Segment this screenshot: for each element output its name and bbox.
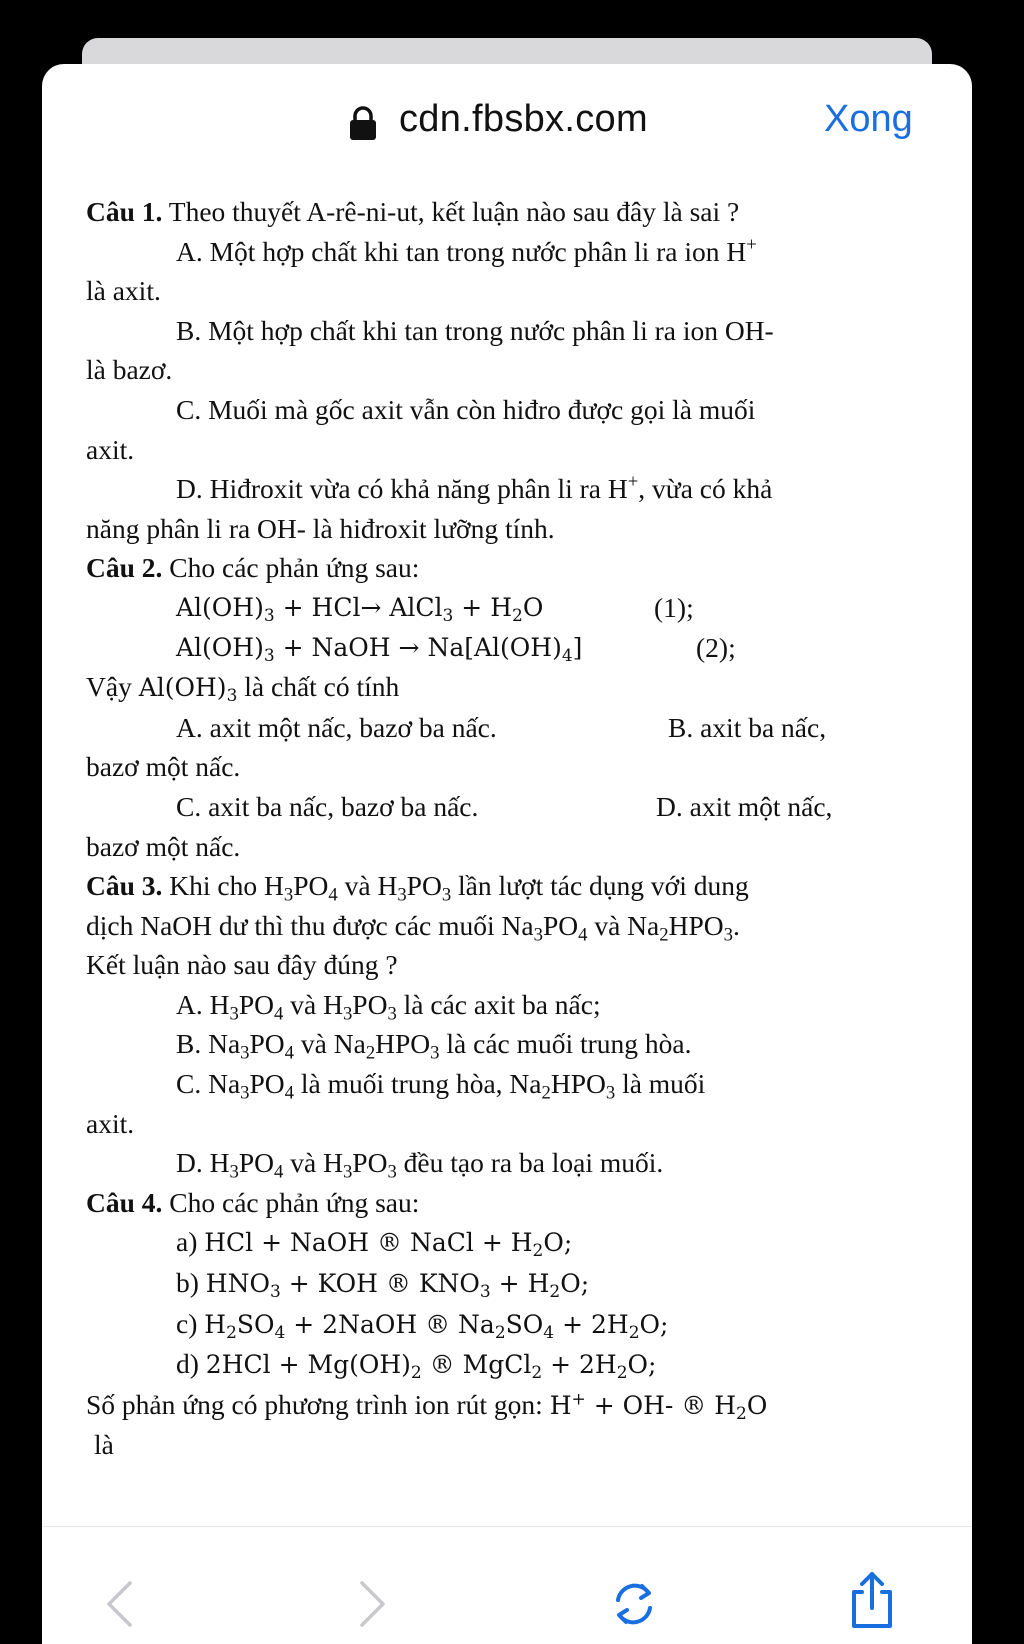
status-bar bbox=[0, 0, 1024, 38]
q1-option-c-cont: axit. bbox=[86, 433, 135, 465]
bottom-toolbar bbox=[42, 1504, 972, 1624]
q3-line2: dịch NaOH dư thì thu được các muối $Na_3PO_4$ và $Na_2HPO_3$. bbox=[86, 909, 740, 946]
lock-icon bbox=[349, 106, 377, 140]
q3-option-b: B. $Na_3PO_4$ và $Na_2HPO_3$ là các muối trung hòa. bbox=[176, 1028, 692, 1065]
q2-option-b-cont: bazơ một nấc. bbox=[86, 751, 241, 783]
chevron-left-icon[interactable] bbox=[104, 1580, 134, 1628]
q2-equation-1: $Al(OH)_3 + HCl\to$ AlCl$_3$ + $H_2O$ (1); bbox=[176, 591, 694, 627]
q2-title: Câu 2. Cho các phản ứng sau: bbox=[86, 552, 420, 584]
done-button[interactable]: Xong bbox=[824, 98, 913, 140]
q1-option-d: D. Hiđroxit vừa có khả năng phân li ra H+, vừa có khả bbox=[176, 471, 773, 505]
q4-reaction-d: d) $2HCl + Mg(OH)_2$ ® MgCl$_2$ + $2H_2O$; bbox=[176, 1348, 657, 1384]
q4-reaction-b: b) $HNO_3$ + KOH ® $KNO_3 + H_2O$; bbox=[176, 1267, 590, 1303]
q1-option-b: B. Một hợp chất khi tan trong nước phân li ra ion OH- bbox=[176, 314, 774, 346]
q2-options-cd: C. axit ba nấc, bazơ ba nấc. D. axit một nấc, bbox=[176, 790, 833, 822]
q4-reaction-c: c) $H_2SO_4$ + 2NaOH ® $Na_2SO_4 + 2H_2O$; bbox=[176, 1307, 669, 1343]
q3-option-c-cont: axit. bbox=[86, 1107, 135, 1139]
q3-option-d: D. $H_3PO_4$ và $H_3PO_3$ đều tạo ra ba loại muối. bbox=[176, 1147, 664, 1183]
chevron-right-icon[interactable] bbox=[358, 1580, 388, 1628]
q4-title: Câu 4. Cho các phản ứng sau: bbox=[86, 1186, 420, 1218]
q1-option-a-cont: là axit. bbox=[86, 275, 161, 307]
q1-option-c: C. Muối mà gốc axit vẫn còn hiđro được gọi là muối bbox=[176, 393, 756, 425]
q4-reaction-a: a) HCl + NaOH ® NaCl + $H_2O$; bbox=[176, 1226, 573, 1262]
q3-title: Câu 3. Khi cho $H_3PO_4$ và $H_3PO_3$ lần lượt tác dụng với dung bbox=[86, 870, 749, 906]
q3-option-a: A. $H_3PO_4$ và $H_3PO_3$ là các axit ba nấc; bbox=[176, 988, 601, 1025]
address-bar[interactable] bbox=[42, 64, 972, 176]
q2-option-d-cont: bazơ một nấc. bbox=[86, 830, 241, 862]
q1-title: Câu 1. Theo thuyết A-rê-ni-ut, kết luận nào sau đây là sai ? bbox=[86, 196, 740, 227]
browser-sheet bbox=[42, 64, 972, 1644]
q1-option-b-cont: là bazơ. bbox=[86, 354, 173, 386]
q2-options-ab: A. axit một nấc, bazơ ba nấc. B. axit ba nấc, bbox=[176, 711, 827, 743]
q2-equation-2: $Al(OH)_3$ + NaOH → $Na[Al(OH)_4]$ (2); bbox=[176, 631, 736, 666]
q1-option-a: A. Một hợp chất khi tan trong nước phân li ra ion H+ bbox=[176, 234, 757, 267]
q3-option-c: C. $Na_3PO_4$ là muối trung hòa, $Na_2HPO_3$ là muối bbox=[176, 1068, 706, 1104]
share-icon[interactable] bbox=[850, 1570, 894, 1630]
q1-option-d-cont: năng phân li ra OH- là hiđroxit lưỡng tính. bbox=[86, 512, 555, 544]
q4-question-cont: là bbox=[94, 1429, 114, 1461]
document-content bbox=[86, 192, 946, 1465]
q2-conclusion: Vậy $Al(OH)_3$ là chất có tính bbox=[86, 671, 400, 707]
url-text[interactable]: cdn.fbsbx.com bbox=[399, 98, 648, 140]
q3-line3: Kết luận nào sau đây đúng ? bbox=[86, 949, 398, 981]
reload-icon[interactable] bbox=[608, 1578, 660, 1630]
q4-question: Số phản ứng có phương trình ion rút gọn: H+ + OH- ® $H_2O$ bbox=[86, 1388, 768, 1424]
